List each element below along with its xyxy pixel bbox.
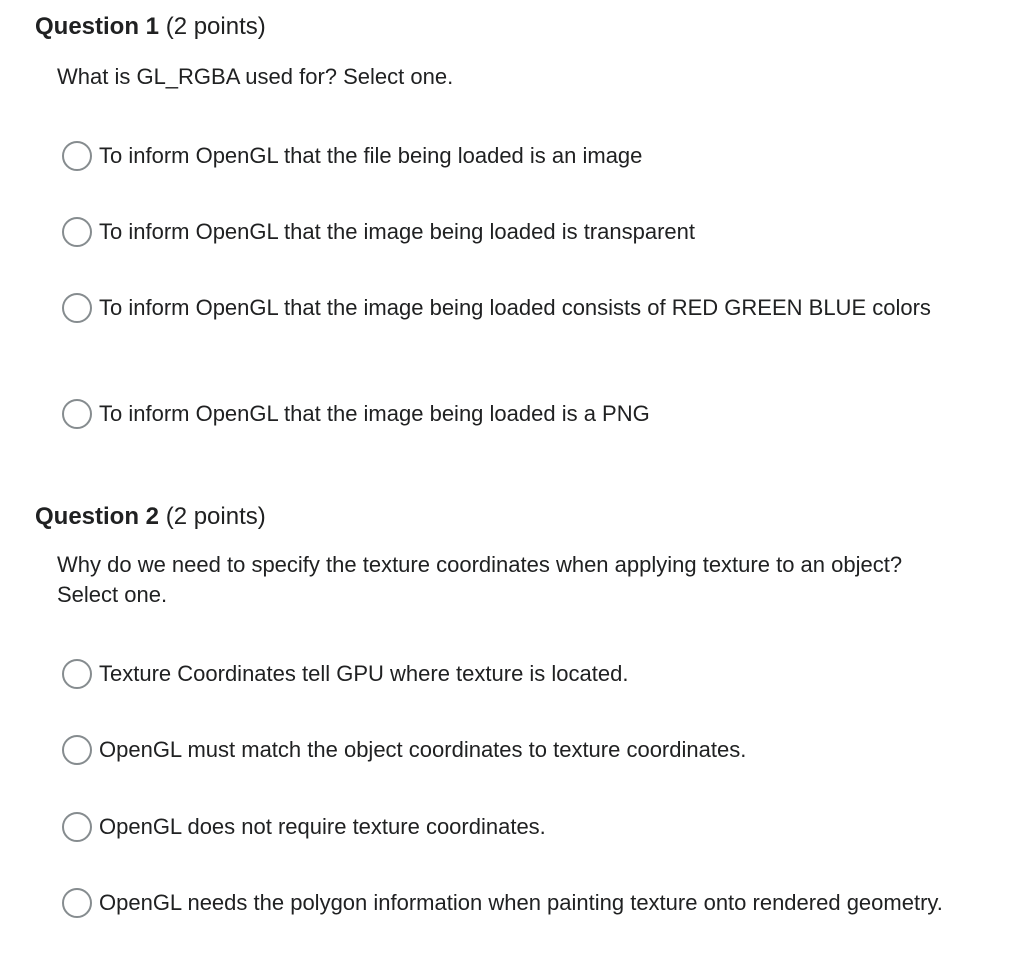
question-2-option-2[interactable] bbox=[57, 735, 977, 765]
radio-button[interactable] bbox=[62, 399, 92, 429]
question-1-title: Question 1 bbox=[35, 13, 160, 40]
radio-button[interactable] bbox=[62, 812, 92, 842]
radio-button[interactable] bbox=[62, 659, 92, 689]
radio-button[interactable] bbox=[62, 141, 92, 171]
question-2-option-4[interactable] bbox=[57, 888, 977, 918]
radio-button[interactable] bbox=[62, 217, 92, 247]
question-1-option-1[interactable] bbox=[57, 141, 977, 171]
question-2-option-3[interactable] bbox=[57, 812, 977, 842]
option-label: To inform OpenGL that the file being loaded is an image bbox=[99, 143, 643, 168]
option-label: OpenGL does not require texture coordinates. bbox=[99, 814, 546, 839]
question-2-points: (2 points) bbox=[165, 503, 266, 530]
option-label: Texture Coordinates tell GPU where texture is located. bbox=[99, 661, 629, 686]
question-1-option-4[interactable] bbox=[57, 399, 977, 429]
option-label: To inform OpenGL that the image being loaded consists of RED GREEN BLUE colors bbox=[99, 295, 931, 320]
question-2-title: Question 2 bbox=[35, 503, 160, 530]
question-1-header bbox=[35, 12, 266, 42]
question-1-points: (2 points) bbox=[165, 13, 266, 40]
question-2-prompt: Why do we need to specify the texture coordinates when applying texture to an object? Select one. bbox=[57, 552, 903, 607]
option-label: OpenGL needs the polygon information when painting texture onto rendered geometry. bbox=[99, 890, 943, 915]
question-2-option-1[interactable] bbox=[57, 659, 977, 689]
option-label: OpenGL must match the object coordinates to texture coordinates. bbox=[99, 737, 747, 762]
radio-button[interactable] bbox=[62, 293, 92, 323]
option-label: To inform OpenGL that the image being loaded is a PNG bbox=[99, 401, 650, 426]
radio-button[interactable] bbox=[62, 735, 92, 765]
option-label: To inform OpenGL that the image being loaded is transparent bbox=[99, 219, 695, 244]
radio-button[interactable] bbox=[62, 888, 92, 918]
question-2-header bbox=[35, 502, 266, 532]
question-1-option-2[interactable] bbox=[57, 217, 977, 247]
question-1-option-3[interactable] bbox=[57, 293, 977, 323]
question-1-prompt: What is GL_RGBA used for? Select one. bbox=[57, 64, 454, 89]
